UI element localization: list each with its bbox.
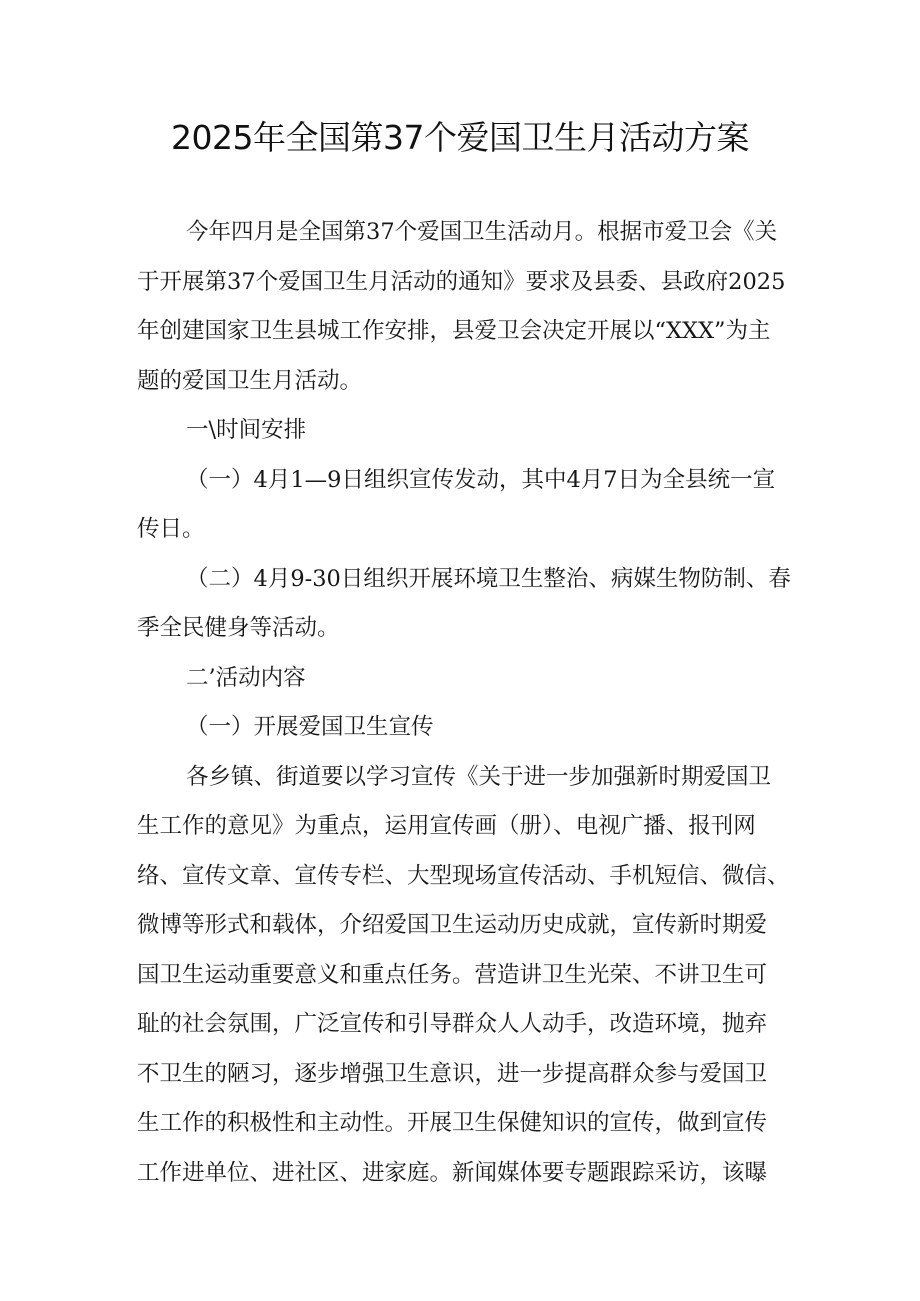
paragraph-line: 传日。: [137, 516, 205, 542]
section-heading-schedule: 一\时间安排: [186, 417, 307, 443]
paragraph-line: 耻的社会氛围，广泛宣传和引导群众人人动手，改造环境，抛弃: [137, 1011, 768, 1037]
paragraph-line: （二）4月9-30日组织开展环境卫生整治、病媒生物防制、春: [186, 565, 791, 592]
paragraph-line: 题的爱国卫生月活动。: [137, 367, 363, 394]
paragraph-line: 季全民健身等活动。: [137, 615, 340, 641]
paragraph-line: （一）4月1—9日组织宣传发动，其中4月7日为全县统一宣: [186, 466, 776, 493]
section-heading-content: 二’活动内容: [186, 664, 306, 691]
paragraph-line: 年创建国家卫生县城工作安排，县爱卫会决定开展以“XXX”为主: [137, 318, 771, 344]
paragraph-line: 生工作的积极性和主动性。开展卫生保健知识的宣传，做到宣传: [137, 1110, 768, 1136]
paragraph-line: 今年四月是全国第37个爱国卫生活动月。根据市爱卫会《关: [186, 219, 778, 245]
paragraph-line: 工作进单位、进社区、进家庭。新闻媒体要专题跟踪采访，该曝: [137, 1159, 768, 1186]
paragraph-line: 络、宣传文章、宣传专栏、大型现场宣传活动、手机短信、微信、: [137, 862, 790, 889]
paragraph-line: 国卫生运动重要意义和重点任务。营造讲卫生光荣、不讲卫生可: [137, 961, 768, 988]
subsection-heading: （一）开展爱国卫生宣传: [186, 714, 434, 740]
document-body: [137, 208, 797, 1198]
paragraph-line: 于开展第37个爱国卫生月活动的通知》要求及县委、县政府2025: [137, 268, 786, 295]
paragraph-line: 不卫生的陋习，逐步增强卫生意识，进一步提高群众参与爱国卫: [137, 1060, 768, 1087]
paragraph-line: 各乡镇、街道要以学习宣传《关于进一步加强新时期爱国卫: [186, 763, 772, 790]
paragraph-line: 生工作的意见》为重点，运用宣传画（册）、电视广播、报刊网: [137, 813, 756, 839]
paragraph-line: 微博等形式和载体，介绍爱国卫生运动历史成就，宣传新时期爱: [137, 912, 768, 938]
document-title: 2025年全国第37个爱国卫生月活动方案: [171, 118, 749, 157]
